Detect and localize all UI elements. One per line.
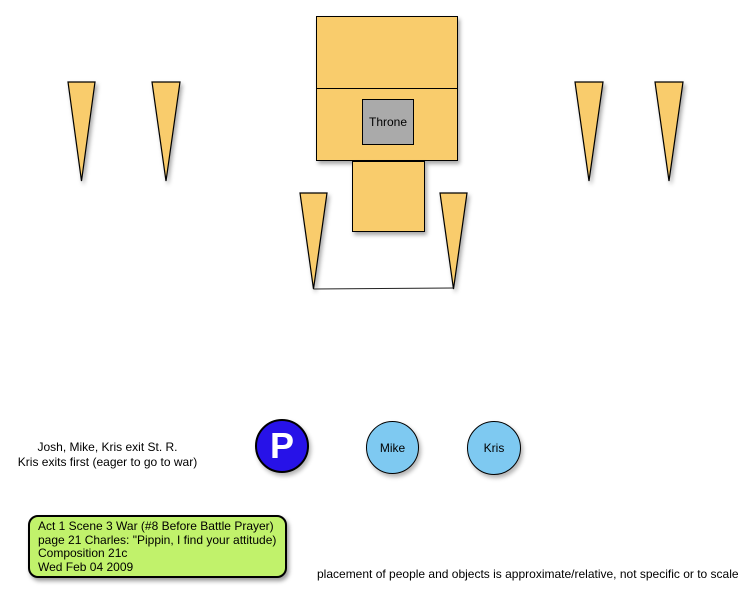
floor-line[interactable] bbox=[314, 288, 454, 289]
prop-triangle-left-1[interactable] bbox=[68, 82, 95, 181]
prop-triangle-center-left[interactable] bbox=[300, 193, 327, 289]
exit-note-line1: Josh, Mike, Kris exit St. R. bbox=[37, 440, 178, 454]
person-circle-mike[interactable] bbox=[366, 421, 419, 474]
prop-triangle-center-right[interactable] bbox=[440, 193, 467, 289]
exit-note-text[interactable] bbox=[5, 440, 210, 470]
prop-triangle-right-1[interactable] bbox=[575, 82, 603, 181]
person-circle-kris[interactable] bbox=[467, 421, 521, 475]
throne-box[interactable] bbox=[362, 99, 414, 145]
footer-disclaimer-text: placement of people and objects is approximate/relative, not specific or to scale bbox=[317, 567, 739, 581]
step-platform[interactable] bbox=[352, 161, 425, 232]
scene-info-line3: Composition 21c bbox=[38, 546, 128, 560]
platform-divider-line bbox=[317, 88, 457, 89]
person-label: Mike bbox=[379, 440, 406, 455]
person-label: Kris bbox=[483, 441, 505, 455]
scene-info-line4: Wed Feb 04 2009 bbox=[38, 559, 134, 574]
scene-info-box[interactable] bbox=[28, 515, 287, 578]
scene-info-line2: page 21 Charles: "Pippin, I find your attitude) bbox=[38, 532, 277, 547]
exit-marker-circle[interactable] bbox=[255, 419, 309, 473]
throne-label: Throne bbox=[368, 115, 408, 129]
prop-triangle-right-2[interactable] bbox=[655, 82, 683, 181]
exit-marker-label: P bbox=[269, 425, 294, 466]
scene-info-line1: Act 1 Scene 3 War (#8 Before Battle Prayer) bbox=[38, 519, 274, 533]
exit-note-line2: Kris exits first (eager to go to war) bbox=[17, 455, 198, 469]
prop-triangle-left-2[interactable] bbox=[152, 82, 180, 181]
